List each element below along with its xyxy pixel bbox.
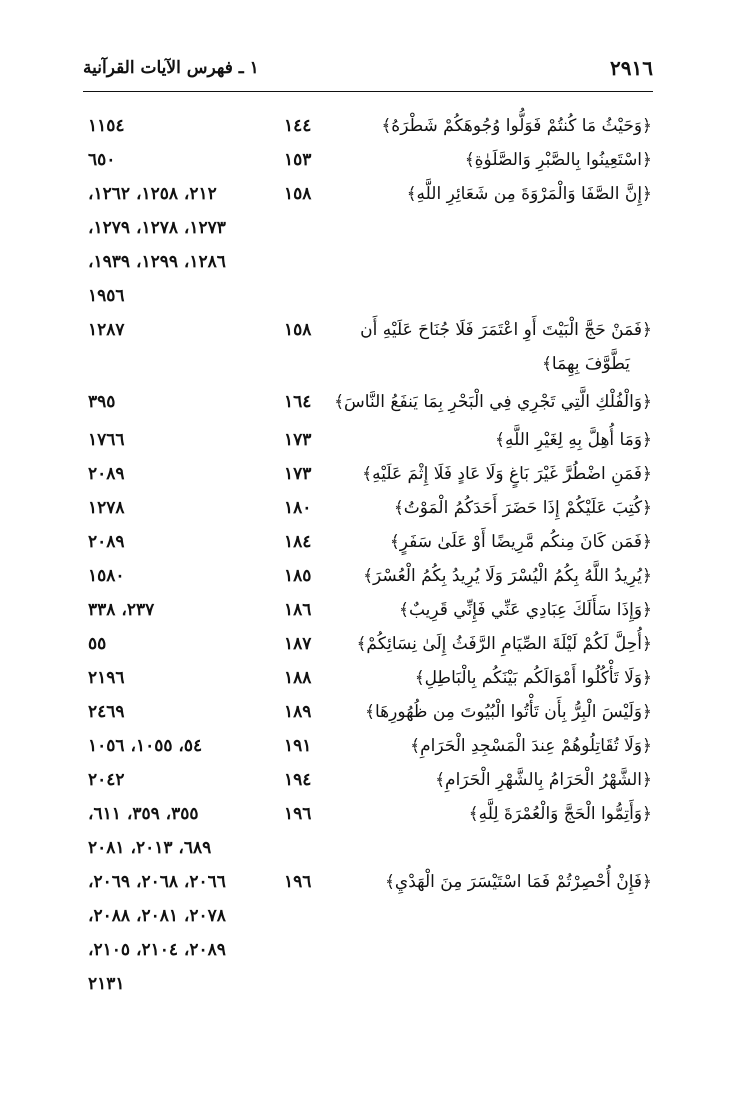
entry-line (0, 460, 750, 494)
index-entry (0, 316, 750, 384)
ayah-number: ١٨٦ (284, 600, 312, 620)
entry-line (0, 936, 750, 970)
entry-line (0, 834, 750, 868)
entry-line (0, 146, 750, 180)
page-references: ٢٠٨٩ (88, 532, 125, 552)
page-references: ١٩٥٦ (88, 286, 125, 306)
verse-text: ﴿وَلَيْسَ الْبِرُّ بِأَن تَأْتُوا الْبُيُوتَ مِن ظُهُورِهَا﴾ (365, 702, 652, 722)
ayah-number: ١٧٣ (284, 464, 312, 484)
verse-text: ﴿الشَّهْرُ الْحَرَامُ بِالشَّهْرِ الْحَرَامِ﴾ (435, 770, 652, 790)
ayah-number: ١٩٤ (284, 770, 312, 790)
page-references: ٣٥٥، ٣٥٩، ٦١١، (88, 804, 199, 824)
page-references: ١٢٧٨ (88, 498, 125, 518)
verse-text: ﴿فَإِنْ أُحْصِرْتُمْ فَمَا اسْتَيْسَرَ مِنَ الْهَدْيِ﴾ (384, 872, 652, 892)
entry-line (0, 664, 750, 698)
page-references: ٣٩٥ (88, 392, 116, 412)
entry-line (0, 214, 750, 248)
entry-line (0, 388, 750, 422)
section-title: ١ ـ فهرس الآيات القرآنية (83, 58, 259, 78)
index-entry (0, 630, 750, 664)
page-references: ٢٠٦٦، ٢٠٦٨، ٢٠٦٩، (88, 872, 226, 892)
ayah-number: ١٩١ (284, 736, 312, 756)
entry-line (0, 282, 750, 316)
entry-line (0, 494, 750, 528)
verse-text: ﴿كُتِبَ عَلَيْكُمْ إِذَا حَضَرَ أَحَدَكُمُ الْمَوْتُ﴾ (393, 498, 652, 518)
index-entry (0, 562, 750, 596)
page-references: ١٢٧٣، ١٢٧٨، ١٢٧٩، (88, 218, 226, 238)
entry-line (0, 350, 750, 384)
ayah-number: ١٩٦ (284, 872, 312, 892)
page-references: ١١٥٤ (88, 116, 125, 136)
entry-line (0, 698, 750, 732)
verse-text: ﴿فَمَنْ حَجَّ الْبَيْتَ أَوِ اعْتَمَرَ فَلَا جُنَاحَ عَلَيْهِ أَن (360, 320, 652, 340)
verse-text: ﴿وَمَا أُهِلَّ بِهِ لِغَيْرِ اللَّهِ﴾ (495, 430, 652, 450)
entry-line (0, 970, 750, 1004)
verse-text: ﴿إِنَّ الصَّفَا وَالْمَرْوَةَ مِن شَعَائِرِ اللَّهِ﴾ (406, 184, 652, 204)
verse-text: ﴿وَحَيْثُ مَا كُنتُمْ فَوَلُّوا وُجُوهَكُمْ شَطْرَهُ﴾ (381, 116, 652, 136)
entry-line (0, 596, 750, 630)
index-entry (0, 460, 750, 494)
ayah-number: ١٥٣ (284, 150, 312, 170)
ayah-number: ١٨٨ (284, 668, 312, 688)
verse-text: ﴿يُرِيدُ اللَّهُ بِكُمُ الْيُسْرَ وَلَا يُرِيدُ بِكُمُ الْعُسْرَ﴾ (363, 566, 652, 586)
index-entry (0, 426, 750, 460)
index-entry (0, 698, 750, 732)
verse-text: ﴿وَالْفُلْكِ الَّتِي تَجْرِي فِي الْبَحْرِ بِمَا يَنفَعُ النَّاسَ﴾ (334, 392, 652, 412)
page-references: ١٧٦٦ (88, 430, 125, 450)
page-references: ٦٥٠ (88, 150, 116, 170)
entry-line (0, 868, 750, 902)
page-references: ١٥٨٠ (88, 566, 125, 586)
page-references: ٢٠٨٩، ٢١٠٤، ٢١٠٥، (88, 940, 226, 960)
index-entry (0, 388, 750, 422)
verse-index-list (0, 112, 750, 1004)
page-references: ٢٠٨٩ (88, 464, 125, 484)
page-references: ٢٤٦٩ (88, 702, 125, 722)
verse-text: ﴿وَأَتِمُّوا الْحَجَّ وَالْعُمْرَةَ لِلَّهِ﴾ (468, 804, 652, 824)
ayah-number: ١٥٨ (284, 184, 312, 204)
verse-text: يَطَّوَّفَ بِهِمَا﴾ (541, 354, 630, 374)
page-references: ١٢٨٧ (88, 320, 125, 340)
header-divider (83, 91, 653, 92)
index-entry (0, 664, 750, 698)
page-references: ٢١٣١ (88, 974, 125, 994)
entry-line (0, 902, 750, 936)
index-entry (0, 732, 750, 766)
index-entry (0, 868, 750, 1004)
page-references: ٢٠٤٢ (88, 770, 125, 790)
verse-text: ﴿وَإِذَا سَأَلَكَ عِبَادِي عَنِّي فَإِنِّي قَرِيبٌ﴾ (398, 600, 652, 620)
page-references: ٢٠٧٨، ٢٠٨١، ٢٠٨٨، (88, 906, 226, 926)
index-entry (0, 180, 750, 316)
index-entry (0, 596, 750, 630)
ayah-number: ١٨٩ (284, 702, 312, 722)
page-references: ٦٨٩، ٢٠١٣، ٢٠٨١ (88, 838, 212, 858)
index-entry (0, 528, 750, 562)
ayah-number: ١٤٤ (284, 116, 312, 136)
index-entry (0, 112, 750, 146)
page-header (83, 54, 653, 92)
ayah-number: ١٦٤ (284, 392, 312, 412)
page-references: ٥٥ (88, 634, 107, 654)
ayah-number: ١٨٠ (284, 498, 312, 518)
verse-text: ﴿أُحِلَّ لَكُمْ لَيْلَةَ الصِّيَامِ الرَّفَثُ إِلَىٰ نِسَائِكُمْ﴾ (356, 634, 652, 654)
entry-line (0, 528, 750, 562)
ayah-number: ١٧٣ (284, 430, 312, 450)
page-references: ٢١٢، ١٢٥٨، ١٢٦٢، (88, 184, 217, 204)
verse-text: ﴿وَلَا تُقَاتِلُوهُمْ عِندَ الْمَسْجِدِ الْحَرَامِ﴾ (410, 736, 652, 756)
page-number: ٢٩١٦ (610, 56, 653, 80)
ayah-number: ١٥٨ (284, 320, 312, 340)
entry-line (0, 800, 750, 834)
ayah-number: ١٩٦ (284, 804, 312, 824)
entry-line (0, 562, 750, 596)
index-entry (0, 494, 750, 528)
entry-line (0, 248, 750, 282)
ayah-number: ١٨٤ (284, 532, 312, 552)
index-entry (0, 766, 750, 800)
verse-text: ﴿وَلَا تَأْكُلُوا أَمْوَالَكُم بَيْنَكُم بِالْبَاطِلِ﴾ (414, 668, 652, 688)
page-references: ١٢٨٦، ١٢٩٩، ١٩٣٩، (88, 252, 226, 272)
entry-line (0, 630, 750, 664)
page-references: ٢٣٧، ٣٣٨ (88, 600, 155, 620)
ayah-number: ١٨٧ (284, 634, 312, 654)
index-entry (0, 800, 750, 868)
index-entry (0, 146, 750, 180)
entry-line (0, 426, 750, 460)
entry-line (0, 112, 750, 146)
ayah-number: ١٨٥ (284, 566, 312, 586)
entry-line (0, 180, 750, 214)
entry-line (0, 732, 750, 766)
verse-text: ﴿اسْتَعِينُوا بِالصَّبْرِ وَالصَّلَوٰةِ﴾ (464, 150, 652, 170)
page-references: ٥٤، ١٠٥٥، ١٠٥٦ (88, 736, 203, 756)
page-references: ٢١٩٦ (88, 668, 125, 688)
entry-line (0, 766, 750, 800)
verse-text: ﴿فَمَن كَانَ مِنكُم مَّرِيضًا أَوْ عَلَىٰ سَفَرٍ﴾ (389, 532, 652, 552)
entry-line (0, 316, 750, 350)
verse-text: ﴿فَمَنِ اضْطُرَّ غَيْرَ بَاغٍ وَلَا عَادٍ فَلَا إِثْمَ عَلَيْهِ﴾ (362, 464, 652, 484)
